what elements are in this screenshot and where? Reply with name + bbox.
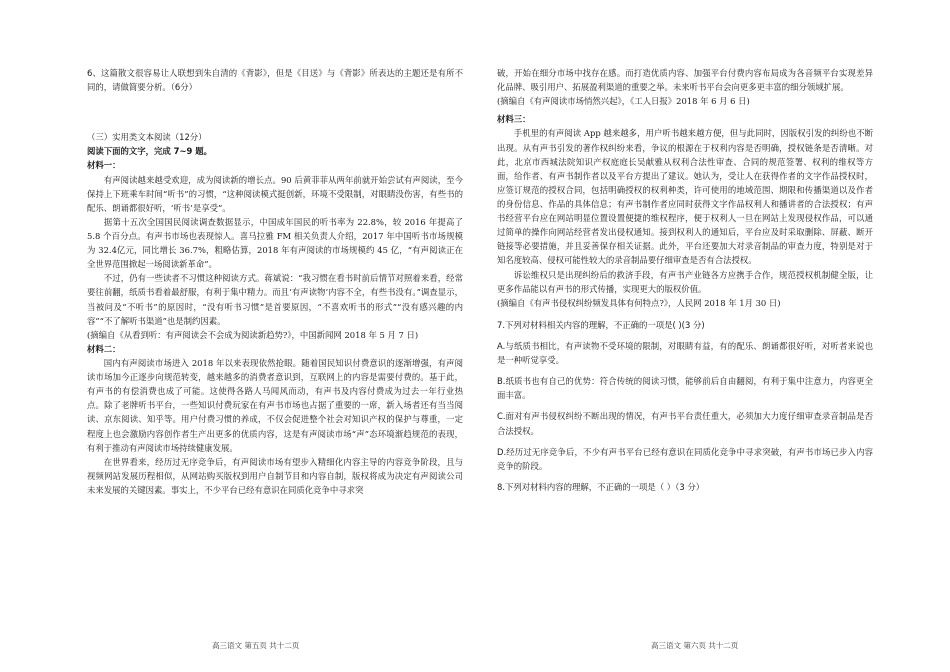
page-footer-left: 高三语文 第五页 共十二页 [212,641,300,650]
material-3-source: (摘编自《有声书侵权纠纷频发具体有何特点?》，人民网 2018 年 1月 30 日) [497,297,781,308]
material-3-paragraph: 诉讼维权只是出现纠纷后的救济手段，有声书产业链各方应携手合作，规范授权机制健全版，让更多作品能以有声书的形式传播，实现更大的版权价值。 [497,269,873,294]
material-2-title: 材料二： [87,343,121,354]
material-3-paragraph: 手机里的有声阅读 App 越来越多，用户听书越来越方便，但与此同时，因版权引发的纠纷也不断出现。从有声书引发的著作权纠纷来看，争议的根源在于权利内容是否明确，授权链条是否清晰。对此，北京市西城法院知识产权庭庭长吴献雅从权利合法性审查、合同的规范签署、权利的维权等方面，给作者、有声书制作者以及平台方提出了建议。她认为，受让人在获得作者的文字作品授权时，应签订规范的授权合同，包括明确授权的权利种类，许可使用的地域范围、期限和传播渠道以及作者的身份信息、作品的具体信息；有声书制作者应同时获得文字作品权利人和播讲者的合法授权；有声书经营平台应在网站明显位置设置便捷的维权程序，便于权利人一旦在网站上发现侵权作品，可以通过简单的操作向网站经营者发出侵权通知。接到权利人的通知后，平台应及时采取删除、屏蔽、断开链接等必要措施，并且妥善保存相关证据。此外，平台还要加大对录音制品的审查力度，特别是对于知名度较高、侵权可能性较大的录音制品要仔细审查是否有合法授权。 [497,128,873,266]
material-2-paragraph: 在世界看来，经历过无序竞争后，有声阅读市场有望步入精细化内容主导的内容竞争阶段，且与视频网站发展历程相似，从网站购买版权到用户自制节目和内容自制，版权将成为决定有声阅读公司未来发展的关键因素。事实上，不少平台已经有意识在同质化竞争中寻求突 [87,456,463,495]
material-3-title: 材料三： [497,114,531,125]
material-2-continuation: 破，开始在细分市场中找存在感。而打造优质内容、加强平台付费内容布局成为各音频平台实现差异化品牌、吸引用户、拓展盈利渠道的重要之举。未来听书平台会向更多更丰富的细分领域扩展。 [497,68,873,93]
left-page [87,66,463,497]
question-7-option-c: C.面对有声书侵权纠纷不断出现的情况，有声书平台责任重大，必须加大力度仔细审查录音制品是否合法授权。 [497,411,873,436]
material-2-source: (摘编自《有声阅读市场悄然兴起》，《工人日报》2018 年 6 月 6 日) [497,96,750,107]
question-7-option-d: D.经历过无序竞争后，不少有声书平台已经有意识在同质化竞争中寻求突破，有声书市场已步入内容竞争的阶段。 [497,446,873,471]
material-1-paragraph: 据第十五次全国国民阅读调查数据显示，中国成年国民的听书率为 22.8%，较 2016 年提高了 5.8 个百分点。有声书市场也表现惊人。喜马拉雅 FM 相关负责人介绍，2017 年中国听书市场规模为 32.4亿元，同比增长 36.7%，粗略估算，2018 年有声阅读的市场规模约 45 亿，“有声阅读正在全世界范围掀起一场阅读新革命”。 [87,216,463,270]
material-1-paragraph: 不过，仍有一些读者不习惯这种阅读方式。蒋斌说：“我习惯在看书时前后情节对照着来看，经常要往前翻，纸质书看着最舒服，有利于集中精力。而且‘有声读物’内容不全，有些书没有。”调查显示，当被问及“不听书”的原因时，“没有听书习惯”是首要原因，“不喜欢听书的形式”“没有感兴趣的内容”“不了解听书渠道”也是制约因素。 [87,273,463,326]
material-1-title: 材料一： [87,160,121,171]
page-footer-right: 高三语文 第六页 共十二页 [651,641,739,650]
question-7-option-b: B.纸质书也有自己的优势：符合传统的阅读习惯，能够前后自由翻阅，有利于集中注意力，内容更全面丰富。 [497,376,873,401]
question-8: 8.下列对材料内容的理解，不正确的一项是（ ）（3 分） [497,481,705,492]
question-7: 7.下列对材料相关内容的理解，不正确的一项是( )(3 分) [497,319,705,330]
reading-instruction: 阅读下面的文字，完成 7~9 题。 [87,146,213,157]
material-1-source: (摘编自《从看到听：有声阅读会不会成为阅读新趋势?》，中国新闻网 2018 年 5 月 7 日) [87,329,419,340]
right-page [497,66,873,494]
section-heading: （三）实用类文本阅读（12分） [87,132,207,143]
question-7-option-a: A.与纸质书相比，有声读物不受环境的限制，对眼睛有益，有的配乐、朗诵都很好听，对听者来说也是一种听觉享受。 [497,340,873,366]
material-2-paragraph: 国内有声阅读市场进入 2018 年以来表现依然抢眼。随着国民知识付费意识的逐渐增强，有声阅读市场加今正逐步向规范转变，越来越多的消费者意识到，互联网上的内容是需要付费的。基于此，有声书的有偿消费也成了可能。这使得各路人马闻风而动，有声书及内容付费成为过去一年行业热点。除了老牌听书平台，一些知识付费玩家在有声书市场也占据了重要的一席，新入场者还有当当阅读、京东阅读、知乎等。用户付费习惯的养成，不仅会促进整个社会对知识产权的保护与尊重，一定程度上也会激励内容创作者生产出更多的优质内容，这是有声阅读市场“声”态环境渐趋规范的表现，有利于推动有声阅读市场持续健康发展。 [87,357,463,453]
question-6: 6、这篇散文很容易让人联想到朱自清的《背影》，但是《目送》与《背影》所表达的主题还是有所不同的，请做简要分析。（6分） [87,68,463,93]
material-1-paragraph: 有声阅读越来越受欢迎，成为阅读新的增长点。90 后黄菲菲从两年前就开始尝试有声阅读，至今保持上下班乘车时间“听书”的习惯，“这种阅读模式挺创新，环境不受限制，对眼睛没伤害，有些书的配乐、朗诵都很好听，‘听书’是享受”。 [87,174,463,213]
